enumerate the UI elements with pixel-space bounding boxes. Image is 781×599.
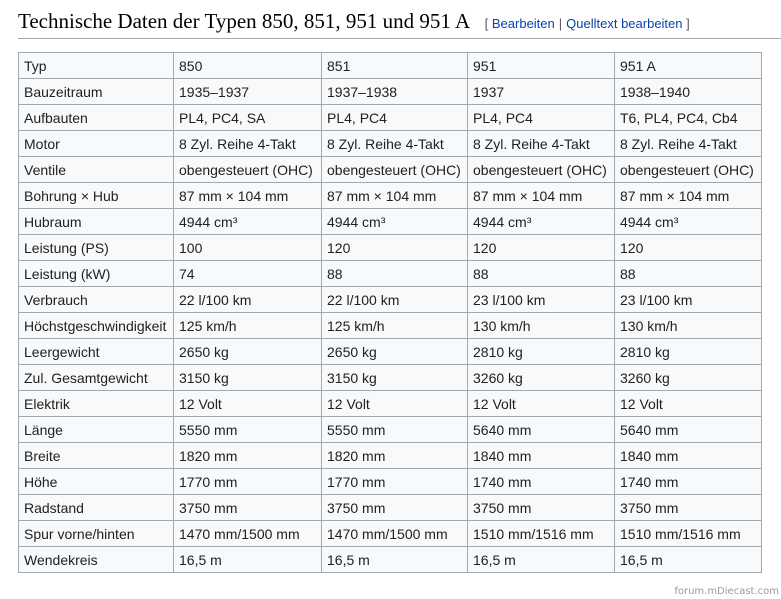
table-row bbox=[19, 105, 762, 131]
row-label-cell: Elektrik bbox=[19, 391, 174, 417]
table-row bbox=[19, 521, 762, 547]
row-label-cell: Motor bbox=[19, 131, 174, 157]
value-cell: 23 l/100 km bbox=[468, 287, 615, 313]
table-row bbox=[19, 365, 762, 391]
value-cell: 1938–1940 bbox=[615, 79, 762, 105]
value-cell: 5550 mm bbox=[322, 417, 468, 443]
row-label-cell: Leistung (PS) bbox=[19, 235, 174, 261]
table-row bbox=[19, 157, 762, 183]
value-cell: 4944 cm³ bbox=[322, 209, 468, 235]
value-cell: 12 Volt bbox=[174, 391, 322, 417]
value-cell: 130 km/h bbox=[468, 313, 615, 339]
value-cell: PL4, PC4 bbox=[468, 105, 615, 131]
value-cell: 2650 kg bbox=[322, 339, 468, 365]
value-cell: 4944 cm³ bbox=[468, 209, 615, 235]
value-cell: 5640 mm bbox=[468, 417, 615, 443]
value-cell: 22 l/100 km bbox=[322, 287, 468, 313]
value-cell: obengesteuert (OHC) bbox=[174, 157, 322, 183]
value-cell: 2810 kg bbox=[615, 339, 762, 365]
value-cell: PL4, PC4 bbox=[322, 105, 468, 131]
value-cell: obengesteuert (OHC) bbox=[468, 157, 615, 183]
value-cell: 120 bbox=[615, 235, 762, 261]
row-label-cell: Länge bbox=[19, 417, 174, 443]
row-label-cell: Höchstgeschwindigkeit bbox=[19, 313, 174, 339]
table-row bbox=[19, 209, 762, 235]
table-row bbox=[19, 287, 762, 313]
row-label-cell: Höhe bbox=[19, 469, 174, 495]
value-cell: 8 Zyl. Reihe 4-Takt bbox=[174, 131, 322, 157]
value-cell: 2810 kg bbox=[468, 339, 615, 365]
value-cell: 125 km/h bbox=[174, 313, 322, 339]
value-cell: 8 Zyl. Reihe 4-Takt bbox=[615, 131, 762, 157]
value-cell: 125 km/h bbox=[322, 313, 468, 339]
value-cell: 1840 mm bbox=[468, 443, 615, 469]
value-cell: 3260 kg bbox=[615, 365, 762, 391]
table-row bbox=[19, 79, 762, 105]
watermark: forum.mDiecast.com bbox=[674, 586, 779, 597]
row-label-cell: Aufbauten bbox=[19, 105, 174, 131]
value-cell: 850 bbox=[174, 53, 322, 79]
value-cell: 130 km/h bbox=[615, 313, 762, 339]
table-row bbox=[19, 391, 762, 417]
value-cell: 1470 mm/1500 mm bbox=[322, 521, 468, 547]
value-cell: 951 bbox=[468, 53, 615, 79]
value-cell: 5640 mm bbox=[615, 417, 762, 443]
table-row bbox=[19, 443, 762, 469]
row-label-cell: Ventile bbox=[19, 157, 174, 183]
value-cell: 1820 mm bbox=[174, 443, 322, 469]
value-cell: PL4, PC4, SA bbox=[174, 105, 322, 131]
row-label-cell: Typ bbox=[19, 53, 174, 79]
value-cell: 1820 mm bbox=[322, 443, 468, 469]
value-cell: 12 Volt bbox=[615, 391, 762, 417]
value-cell: 8 Zyl. Reihe 4-Takt bbox=[322, 131, 468, 157]
row-label-cell: Leistung (kW) bbox=[19, 261, 174, 287]
table-row bbox=[19, 235, 762, 261]
value-cell: 87 mm × 104 mm bbox=[322, 183, 468, 209]
table-row bbox=[19, 547, 762, 573]
specs-table bbox=[18, 52, 762, 573]
table-row bbox=[19, 417, 762, 443]
value-cell: 12 Volt bbox=[322, 391, 468, 417]
table-row bbox=[19, 313, 762, 339]
value-cell: 3750 mm bbox=[615, 495, 762, 521]
bracket-open: [ bbox=[484, 16, 489, 31]
row-label-cell: Spur vorne/hinten bbox=[19, 521, 174, 547]
value-cell: 88 bbox=[322, 261, 468, 287]
value-cell: 4944 cm³ bbox=[615, 209, 762, 235]
table-row bbox=[19, 131, 762, 157]
value-cell: 88 bbox=[468, 261, 615, 287]
edit-link[interactable]: Bearbeiten bbox=[491, 16, 555, 31]
value-cell: 8 Zyl. Reihe 4-Takt bbox=[468, 131, 615, 157]
table-row bbox=[19, 495, 762, 521]
value-cell: 1770 mm bbox=[174, 469, 322, 495]
value-cell: 22 l/100 km bbox=[174, 287, 322, 313]
value-cell: 12 Volt bbox=[468, 391, 615, 417]
value-cell: 87 mm × 104 mm bbox=[615, 183, 762, 209]
value-cell: 1840 mm bbox=[615, 443, 762, 469]
value-cell: 120 bbox=[468, 235, 615, 261]
value-cell: 74 bbox=[174, 261, 322, 287]
specs-table-body bbox=[19, 53, 762, 573]
value-cell: 100 bbox=[174, 235, 322, 261]
value-cell: 16,5 m bbox=[468, 547, 615, 573]
row-label-cell: Breite bbox=[19, 443, 174, 469]
value-cell: 2650 kg bbox=[174, 339, 322, 365]
table-row bbox=[19, 261, 762, 287]
value-cell: 87 mm × 104 mm bbox=[468, 183, 615, 209]
table-row bbox=[19, 339, 762, 365]
table-row bbox=[19, 183, 762, 209]
value-cell: 16,5 m bbox=[174, 547, 322, 573]
row-label-cell: Hubraum bbox=[19, 209, 174, 235]
row-label-cell: Verbrauch bbox=[19, 287, 174, 313]
value-cell: 87 mm × 104 mm bbox=[174, 183, 322, 209]
value-cell: 3150 kg bbox=[322, 365, 468, 391]
value-cell: obengesteuert (OHC) bbox=[322, 157, 468, 183]
value-cell: 1510 mm/1516 mm bbox=[468, 521, 615, 547]
value-cell: 851 bbox=[322, 53, 468, 79]
row-label-cell: Bohrung × Hub bbox=[19, 183, 174, 209]
value-cell: 3260 kg bbox=[468, 365, 615, 391]
value-cell: 3150 kg bbox=[174, 365, 322, 391]
value-cell: 3750 mm bbox=[174, 495, 322, 521]
value-cell: 16,5 m bbox=[322, 547, 468, 573]
value-cell: 23 l/100 km bbox=[615, 287, 762, 313]
value-cell: T6, PL4, PC4, Cb4 bbox=[615, 105, 762, 131]
value-cell: 1937 bbox=[468, 79, 615, 105]
value-cell: 120 bbox=[322, 235, 468, 261]
value-cell: 3750 mm bbox=[468, 495, 615, 521]
edit-source-link[interactable]: Quelltext bearbeiten bbox=[566, 16, 683, 31]
value-cell: 5550 mm bbox=[174, 417, 322, 443]
row-label-cell: Zul. Gesamtgewicht bbox=[19, 365, 174, 391]
row-label-cell: Radstand bbox=[19, 495, 174, 521]
row-label-cell: Bauzeitraum bbox=[19, 79, 174, 105]
value-cell: 1470 mm/1500 mm bbox=[174, 521, 322, 547]
value-cell: 1740 mm bbox=[615, 469, 762, 495]
value-cell: 1937–1938 bbox=[322, 79, 468, 105]
edit-separator: | bbox=[558, 16, 563, 31]
heading-title: Technische Daten der Typen 850, 851, 951 und 951 A bbox=[18, 9, 471, 33]
row-label-cell: Wendekreis bbox=[19, 547, 174, 573]
value-cell: 16,5 m bbox=[615, 547, 762, 573]
bracket-close: ] bbox=[686, 16, 690, 31]
table-row bbox=[19, 53, 762, 79]
value-cell: 1510 mm/1516 mm bbox=[615, 521, 762, 547]
value-cell: 951 A bbox=[615, 53, 762, 79]
value-cell: 88 bbox=[615, 261, 762, 287]
table-row bbox=[19, 469, 762, 495]
value-cell: 1740 mm bbox=[468, 469, 615, 495]
value-cell: 4944 cm³ bbox=[174, 209, 322, 235]
value-cell: 1770 mm bbox=[322, 469, 468, 495]
row-label-cell: Leergewicht bbox=[19, 339, 174, 365]
section-heading bbox=[18, 6, 781, 39]
value-cell: obengesteuert (OHC) bbox=[615, 157, 762, 183]
edit-section-links bbox=[485, 16, 690, 31]
value-cell: 1935–1937 bbox=[174, 79, 322, 105]
value-cell: 3750 mm bbox=[322, 495, 468, 521]
